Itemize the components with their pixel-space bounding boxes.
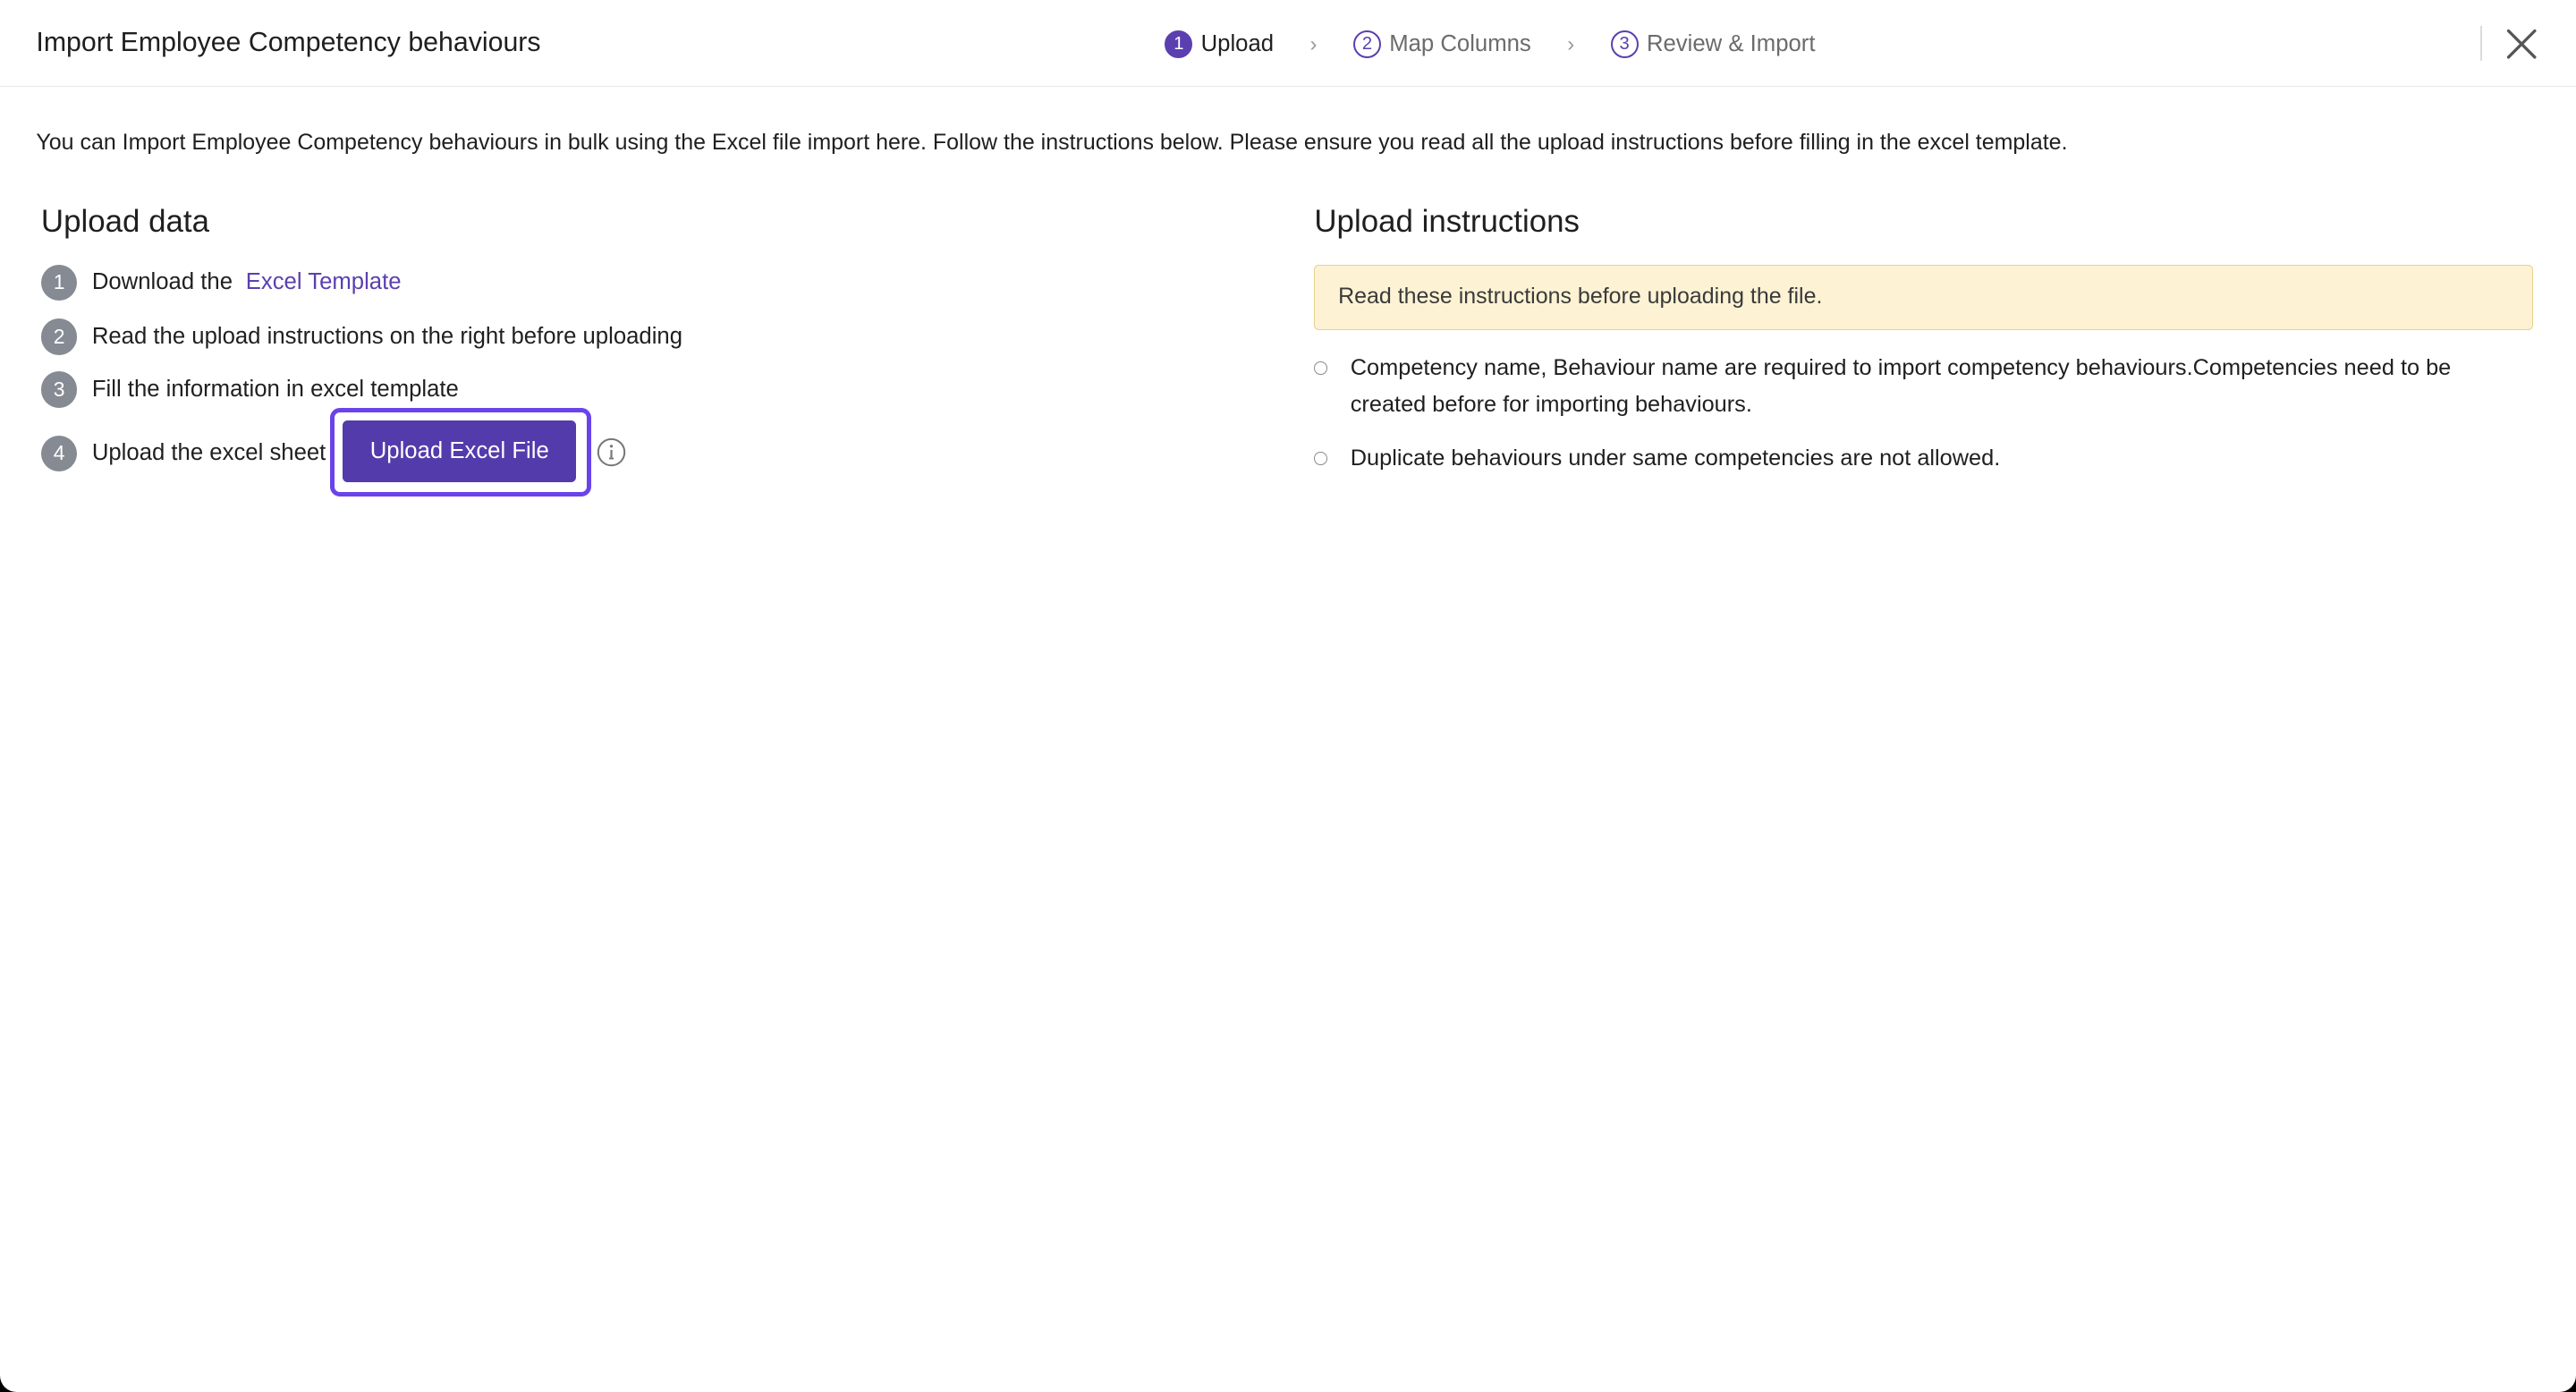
step-number-badge: 3 xyxy=(41,371,77,407)
dialog-title: Import Employee Competency behaviours xyxy=(36,28,541,58)
step-label: Upload xyxy=(1200,31,1275,57)
instruction-text: Competency name, Behaviour name are required to import competency behaviours.Competencies need to be created before for importing behaviours. xyxy=(1350,355,2452,417)
upload-step-1 xyxy=(41,265,402,301)
info-icon[interactable] xyxy=(597,437,626,467)
chevron-right-icon: › xyxy=(1309,31,1318,56)
step-number: 1 xyxy=(1165,30,1192,58)
intro-text: You can Import Employee Competency behaviours in bulk using the Excel file import here. Follow the instructions below. Please ensure you read all the upload instructions before filling in the excel template. xyxy=(36,130,2068,156)
step-label: Map Columns xyxy=(1389,31,1531,57)
step-text: Download the xyxy=(91,269,233,295)
upload-data-title: Upload data xyxy=(40,203,209,239)
instruction-item xyxy=(1314,350,2496,422)
step-map-columns[interactable] xyxy=(1353,30,1531,58)
step-text: Fill the information in excel template xyxy=(91,376,459,402)
header-divider xyxy=(2480,26,2482,61)
step-label: Review & Import xyxy=(1646,31,1816,57)
step-number-badge: 4 xyxy=(41,436,77,471)
step-number: 3 xyxy=(1611,30,1639,58)
dialog-header xyxy=(0,0,2576,87)
excel-template-link[interactable]: Excel Template xyxy=(245,269,402,295)
step-number-badge: 2 xyxy=(41,318,77,354)
upload-excel-file-button[interactable]: Upload Excel File xyxy=(343,420,576,483)
upload-step-4 xyxy=(41,436,326,471)
close-icon xyxy=(2504,26,2539,62)
upload-instructions-title: Upload instructions xyxy=(1314,203,1580,239)
step-number: 2 xyxy=(1353,30,1381,58)
instruction-text: Duplicate behaviours under same competencies are not allowed. xyxy=(1350,446,2001,471)
step-review-import[interactable] xyxy=(1611,30,1816,58)
upload-step-3 xyxy=(41,371,459,407)
step-text: Upload the excel sheet xyxy=(91,440,326,466)
upload-step-2 xyxy=(41,318,682,354)
chevron-right-icon: › xyxy=(1567,31,1575,56)
step-text: Read the upload instructions on the right before uploading xyxy=(91,324,683,350)
instruction-item xyxy=(1314,440,2496,476)
instructions-notice: Read these instructions before uploading the file. xyxy=(1314,265,2533,330)
wizard-stepper xyxy=(1165,26,1815,62)
bullet-icon xyxy=(1314,361,1327,375)
close-button[interactable] xyxy=(2504,26,2539,62)
step-number-badge: 1 xyxy=(41,265,77,301)
upload-button-focus-ring xyxy=(330,408,591,497)
step-upload[interactable] xyxy=(1165,30,1274,58)
bullet-icon xyxy=(1314,452,1327,465)
